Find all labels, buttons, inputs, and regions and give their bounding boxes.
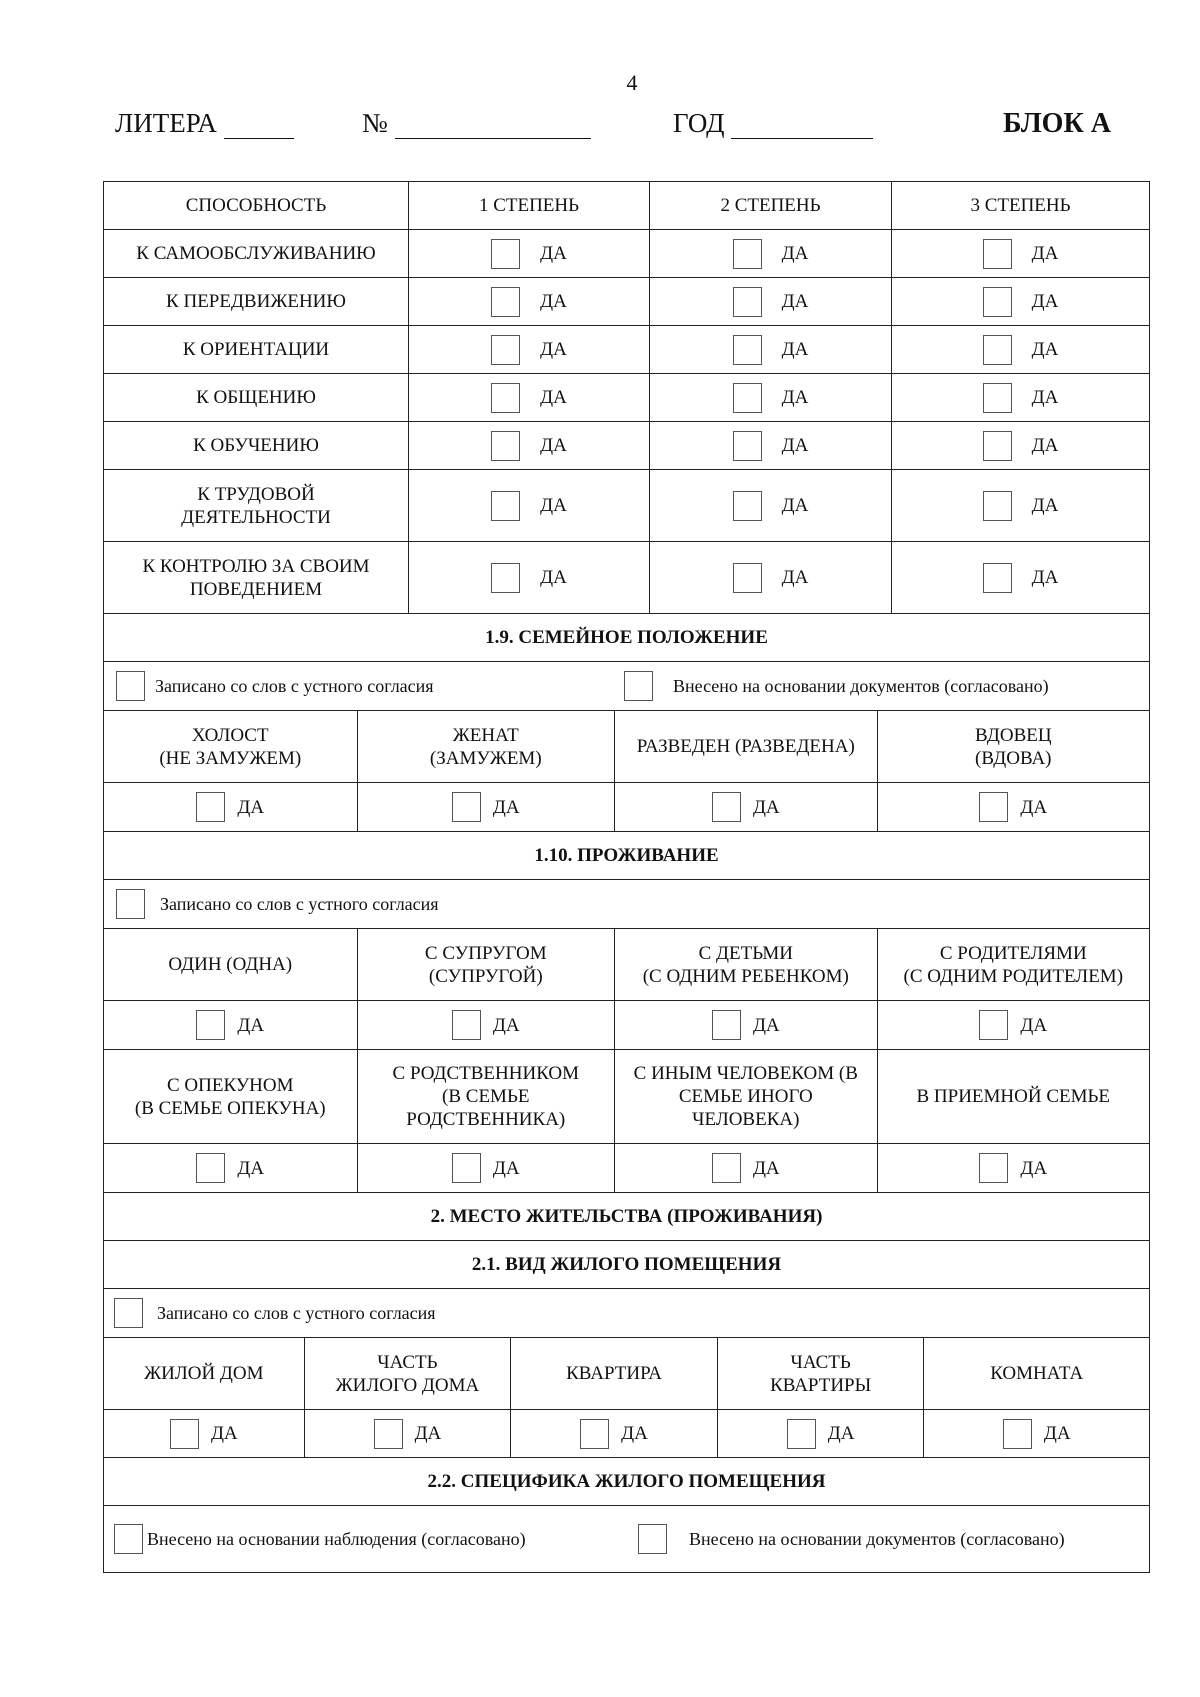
living-oral-checkbox[interactable] bbox=[116, 889, 145, 919]
ability-degree-1-checkbox[interactable] bbox=[491, 563, 520, 593]
year-field bbox=[673, 108, 873, 139]
ability-degree-3 bbox=[892, 230, 1149, 277]
ability-degree-3-option bbox=[983, 491, 1059, 521]
page-number: 4 bbox=[626, 70, 638, 95]
housing-type-note-row bbox=[103, 1289, 1150, 1338]
ability-degree-1 bbox=[409, 422, 650, 469]
family-option-line: ХОЛОСТ bbox=[191, 724, 269, 746]
ability-name-line: ДЕЯТЕЛЬНОСТИ bbox=[181, 506, 331, 528]
housing-type-yes-cell-checkbox[interactable] bbox=[787, 1419, 816, 1449]
housing-type-option-line: КВАРТИРЫ bbox=[770, 1374, 872, 1396]
living-yes-a-cell-checkbox[interactable] bbox=[712, 1010, 741, 1040]
residence-section-title: 2. МЕСТО ЖИТЕЛЬСТВА (ПРОЖИВАНИЯ) bbox=[430, 1206, 823, 1227]
ability-degree-2-checkbox[interactable] bbox=[733, 563, 762, 593]
living-yes-b-cell-option bbox=[979, 1153, 1047, 1183]
living-option-line: (С ОДНИМ РЕБЕНКОМ) bbox=[642, 965, 849, 987]
ability-degree-2-checkbox[interactable] bbox=[733, 287, 762, 317]
living-option bbox=[104, 929, 358, 1000]
ability-degree-1-yes-label: ДА bbox=[540, 435, 567, 456]
ability-degree-3-checkbox[interactable] bbox=[983, 491, 1012, 521]
housing-type-yes-cell-option bbox=[1003, 1419, 1071, 1449]
ability-degree-1-yes-label: ДА bbox=[540, 243, 567, 264]
living-option-line: СЕМЬЕ ИНОГО bbox=[678, 1086, 813, 1107]
housing-spec-section-title: 2.2. СПЕЦИФИКА ЖИЛОГО ПОМЕЩЕНИЯ bbox=[427, 1471, 826, 1492]
ability-degree-3-option bbox=[983, 431, 1059, 461]
living-yes-a-row bbox=[103, 1001, 1150, 1050]
family-options-row bbox=[103, 711, 1150, 783]
family-oral-checkbox[interactable] bbox=[116, 671, 145, 701]
ability-degree-1-option bbox=[491, 335, 567, 365]
ability-degree-1 bbox=[409, 278, 650, 325]
family-option bbox=[878, 711, 1149, 782]
family-yes-cell-checkbox[interactable] bbox=[196, 792, 225, 822]
year-label: ГОД bbox=[673, 108, 725, 138]
housing-type-section-title: 2.1. ВИД ЖИЛОГО ПОМЕЩЕНИЯ bbox=[471, 1254, 782, 1275]
ability-degree-2-option bbox=[733, 563, 809, 593]
ability-degree-3-yes-label: ДА bbox=[1031, 567, 1059, 588]
family-option-line: ЖЕНАТ bbox=[452, 724, 519, 746]
housing-type-yes-cell bbox=[924, 1410, 1149, 1457]
family-option bbox=[615, 711, 878, 782]
living-option-line: (С ОДНИМ РОДИТЕЛЕМ) bbox=[903, 965, 1124, 987]
family-yes-cell-option bbox=[196, 792, 264, 822]
family-note-docs bbox=[624, 671, 1049, 701]
ability-degree-2-checkbox[interactable] bbox=[733, 335, 762, 365]
housing-type-option bbox=[718, 1338, 925, 1409]
ability-degree-1-checkbox[interactable] bbox=[491, 335, 520, 365]
ability-degree-2-yes-label: ДА bbox=[781, 291, 809, 312]
ability-degree-2-option bbox=[733, 287, 809, 317]
housing-type-oral-checkbox[interactable] bbox=[114, 1298, 143, 1328]
number-label: № bbox=[362, 108, 388, 138]
ability-degree-1-yes-label: ДА bbox=[540, 567, 567, 588]
living-option bbox=[615, 1050, 878, 1143]
ability-degree-1-option bbox=[491, 431, 567, 461]
ability-name bbox=[104, 278, 409, 325]
ability-degree-2-yes-label: ДА bbox=[781, 339, 809, 360]
ability-degree-3-option bbox=[983, 239, 1059, 269]
living-option bbox=[878, 929, 1149, 1000]
housing-type-option bbox=[305, 1338, 512, 1409]
ability-degree-2-checkbox[interactable] bbox=[733, 431, 762, 461]
living-yes-b-cell-option bbox=[712, 1153, 780, 1183]
ability-degree-2-option bbox=[733, 335, 809, 365]
living-yes-a-cell bbox=[358, 1001, 616, 1049]
ability-row bbox=[103, 374, 1150, 422]
living-note-row bbox=[103, 880, 1150, 929]
housing-options-row bbox=[103, 1338, 1150, 1410]
living-yes-a-cell bbox=[104, 1001, 358, 1049]
ability-degree-1-checkbox[interactable] bbox=[491, 431, 520, 461]
family-option bbox=[104, 711, 358, 782]
living-option-line: С СУПРУГОМ bbox=[424, 942, 547, 964]
family-yes-cell-checkbox[interactable] bbox=[712, 792, 741, 822]
ability-degree-1-checkbox[interactable] bbox=[491, 491, 520, 521]
living-yes-b-cell-yes-label: ДА bbox=[492, 1157, 520, 1179]
ability-degree-3-yes-label: ДА bbox=[1031, 243, 1059, 264]
housing-type-option bbox=[104, 1338, 305, 1409]
housing-spec-docs-checkbox[interactable] bbox=[638, 1524, 667, 1554]
ability-degree-3-yes-label: ДА bbox=[1031, 435, 1059, 456]
ability-degree-3-checkbox[interactable] bbox=[983, 563, 1012, 593]
ability-name bbox=[104, 422, 409, 469]
family-yes-cell-yes-label: ДА bbox=[1020, 796, 1048, 818]
housing-type-yes-cell-option bbox=[374, 1419, 442, 1449]
ability-degree-3-checkbox[interactable] bbox=[983, 239, 1012, 269]
housing-spec-notes-row bbox=[103, 1506, 1150, 1573]
living-options-a-row bbox=[103, 929, 1150, 1001]
housing-type-option-line: КВАРТИРА bbox=[566, 1363, 662, 1384]
family-section-title: 1.9. СЕМЕЙНОЕ ПОЛОЖЕНИЕ bbox=[485, 627, 768, 648]
family-docs-checkbox[interactable] bbox=[624, 671, 653, 701]
ability-degree-1-yes-label: ДА bbox=[540, 495, 567, 516]
living-section-row bbox=[103, 832, 1150, 880]
living-yes-b-cell-checkbox[interactable] bbox=[979, 1153, 1008, 1183]
ability-degree-1-checkbox[interactable] bbox=[491, 287, 520, 317]
housing-type-yes-cell-checkbox[interactable] bbox=[374, 1419, 403, 1449]
living-options-b-row bbox=[103, 1050, 1150, 1144]
ability-degree-1-option bbox=[491, 239, 567, 269]
ability-degree-3-option bbox=[983, 563, 1059, 593]
housing-yes-row bbox=[103, 1410, 1150, 1458]
ability-name-line: К ПЕРЕДВИЖЕНИЮ bbox=[166, 291, 346, 312]
housing-type-yes-cell-yes-label: ДА bbox=[414, 1423, 442, 1444]
family-yes-cell bbox=[104, 783, 358, 831]
ability-row bbox=[103, 326, 1150, 374]
living-yes-a-cell-checkbox[interactable] bbox=[452, 1010, 481, 1040]
ability-degree-3 bbox=[892, 326, 1149, 373]
ability-degree-3-yes-label: ДА bbox=[1031, 291, 1059, 312]
living-option-line: В ПРИЕМНОЙ СЕМЬЕ bbox=[916, 1086, 1111, 1107]
abilities-header-degree-2: 2 СТЕПЕНЬ bbox=[650, 182, 892, 229]
housing-type-option-line: КОМНАТА bbox=[990, 1363, 1084, 1384]
living-option-line: С РОДИТЕЛЯМИ bbox=[939, 942, 1087, 964]
living-option-line: (СУПРУГОЙ) bbox=[428, 965, 543, 987]
living-yes-b-cell bbox=[615, 1144, 878, 1192]
family-yes-cell bbox=[878, 783, 1149, 831]
housing-spec-docs-label: Внесено на основании документов (согласовано) bbox=[689, 1528, 1065, 1549]
living-option-line: ЧЕЛОВЕКА) bbox=[692, 1109, 800, 1130]
year-input-line[interactable] bbox=[731, 114, 873, 139]
ability-row bbox=[103, 542, 1150, 614]
housing-spec-note-observation bbox=[114, 1524, 638, 1554]
ability-degree-2 bbox=[650, 326, 892, 373]
living-note-oral bbox=[116, 889, 439, 919]
living-option-line: (В СЕМЬЕ bbox=[442, 1086, 530, 1107]
ability-degree-3-checkbox[interactable] bbox=[983, 383, 1012, 413]
living-option bbox=[358, 929, 616, 1000]
ability-name bbox=[104, 374, 409, 421]
living-option bbox=[615, 929, 878, 1000]
ability-degree-1-yes-label: ДА bbox=[540, 339, 567, 360]
family-note-oral bbox=[116, 671, 624, 701]
living-yes-a-cell bbox=[878, 1001, 1149, 1049]
housing-type-section-row bbox=[103, 1241, 1150, 1289]
living-yes-b-cell-option bbox=[196, 1153, 264, 1183]
ability-degree-2-checkbox[interactable] bbox=[733, 491, 762, 521]
housing-type-option-line: ЧАСТЬ bbox=[790, 1351, 851, 1373]
housing-spec-observation-label: Внесено на основании наблюдения (согласовано) bbox=[147, 1528, 526, 1549]
living-option-line: РОДСТВЕННИКА) bbox=[406, 1109, 566, 1130]
litera-field bbox=[115, 108, 294, 139]
living-yes-b-cell-checkbox[interactable] bbox=[712, 1153, 741, 1183]
ability-degree-2 bbox=[650, 278, 892, 325]
housing-type-yes-cell-option bbox=[580, 1419, 648, 1449]
ability-degree-2 bbox=[650, 374, 892, 421]
ability-name bbox=[104, 326, 409, 373]
housing-spec-note-docs bbox=[638, 1524, 1065, 1554]
ability-degree-3-checkbox[interactable] bbox=[983, 431, 1012, 461]
housing-type-yes-cell-yes-label: ДА bbox=[210, 1423, 238, 1444]
ability-degree-3 bbox=[892, 278, 1149, 325]
ability-degree-2 bbox=[650, 230, 892, 277]
family-oral-label: Записано со слов с устного согласия bbox=[155, 675, 434, 696]
family-option-line: (ВДОВА) bbox=[975, 747, 1052, 769]
living-yes-a-cell-yes-label: ДА bbox=[492, 1014, 520, 1036]
abilities-header-degree-1: 1 СТЕПЕНЬ bbox=[409, 182, 650, 229]
litera-label: ЛИТЕРА bbox=[115, 108, 217, 138]
living-yes-a-cell-yes-label: ДА bbox=[752, 1014, 780, 1036]
ability-name bbox=[104, 542, 409, 613]
housing-type-option-line: ЖИЛОГО ДОМА bbox=[335, 1374, 480, 1396]
abilities-rows bbox=[103, 230, 1150, 614]
ability-degree-2-yes-label: ДА bbox=[781, 495, 809, 516]
ability-degree-1 bbox=[409, 230, 650, 277]
ability-name-line: К ОБЩЕНИЮ bbox=[196, 387, 316, 408]
family-section-row bbox=[103, 614, 1150, 662]
block-label: БЛОК А bbox=[1003, 108, 1111, 139]
ability-degree-1-checkbox[interactable] bbox=[491, 383, 520, 413]
ability-degree-1 bbox=[409, 326, 650, 373]
ability-degree-2-yes-label: ДА bbox=[781, 387, 809, 408]
ability-degree-1 bbox=[409, 374, 650, 421]
ability-name-line: К КОНТРОЛЮ ЗА СВОИМ bbox=[142, 555, 370, 577]
living-yes-a-cell-checkbox[interactable] bbox=[196, 1010, 225, 1040]
housing-type-yes-cell bbox=[511, 1410, 718, 1457]
housing-type-yes-cell bbox=[718, 1410, 925, 1457]
housing-type-option-line: ЖИЛОЙ ДОМ bbox=[144, 1363, 264, 1384]
number-field bbox=[362, 108, 591, 139]
family-notes-row bbox=[103, 662, 1150, 711]
housing-type-option bbox=[511, 1338, 718, 1409]
living-yes-a-cell-yes-label: ДА bbox=[237, 1014, 265, 1036]
housing-type-yes-cell-option bbox=[170, 1419, 238, 1449]
form-table bbox=[103, 181, 1150, 1573]
ability-degree-1-option bbox=[491, 491, 567, 521]
abilities-header-degree-3: 3 СТЕПЕНЬ bbox=[970, 195, 1071, 216]
living-option-line: С ОПЕКУНОМ bbox=[166, 1074, 294, 1096]
family-yes-cell-yes-label: ДА bbox=[752, 796, 780, 818]
ability-degree-2-option bbox=[733, 431, 809, 461]
ability-degree-3 bbox=[892, 470, 1149, 541]
living-option-line: ОДИН (ОДНА) bbox=[168, 954, 293, 975]
family-option-line: ВДОВЕЦ bbox=[974, 724, 1052, 746]
ability-degree-2-yes-label: ДА bbox=[781, 435, 809, 456]
ability-degree-3 bbox=[892, 422, 1149, 469]
living-yes-b-cell bbox=[358, 1144, 616, 1192]
living-option bbox=[358, 1050, 616, 1143]
ability-degree-3-yes-label: ДА bbox=[1031, 339, 1059, 360]
housing-type-oral-label: Записано со слов с устного согласия bbox=[157, 1302, 436, 1323]
number-input-line[interactable] bbox=[395, 114, 591, 139]
housing-type-option-line: ЧАСТЬ bbox=[377, 1351, 438, 1373]
living-yes-b-cell-yes-label: ДА bbox=[237, 1157, 265, 1179]
litera-input-line[interactable] bbox=[224, 114, 294, 139]
family-docs-label: Внесено на основании документов (согласовано) bbox=[673, 675, 1049, 696]
ability-name bbox=[104, 470, 409, 541]
living-yes-a-cell-option bbox=[979, 1010, 1047, 1040]
housing-spec-section-row bbox=[103, 1458, 1150, 1506]
ability-name bbox=[104, 230, 409, 277]
living-oral-label: Записано со слов с устного согласия bbox=[160, 893, 439, 914]
family-yes-cell-option bbox=[452, 792, 520, 822]
living-yes-b-row bbox=[103, 1144, 1150, 1193]
family-yes-cell-yes-label: ДА bbox=[237, 796, 265, 818]
ability-degree-2-yes-label: ДА bbox=[781, 567, 809, 588]
living-section-title: 1.10. ПРОЖИВАНИЕ bbox=[534, 845, 719, 866]
ability-degree-3-checkbox[interactable] bbox=[983, 287, 1012, 317]
ability-degree-3-yes-label: ДА bbox=[1031, 495, 1059, 516]
living-option-line: С РОДСТВЕННИКОМ bbox=[392, 1063, 580, 1084]
ability-degree-2-option bbox=[733, 491, 809, 521]
housing-type-yes-cell bbox=[104, 1410, 305, 1457]
ability-row bbox=[103, 230, 1150, 278]
living-yes-b-cell-yes-label: ДА bbox=[1020, 1157, 1048, 1179]
housing-type-note-oral bbox=[114, 1298, 436, 1328]
ability-degree-2 bbox=[650, 470, 892, 541]
family-yes-cell-option bbox=[712, 792, 780, 822]
ability-degree-2-option bbox=[733, 239, 809, 269]
living-yes-a-cell-option bbox=[452, 1010, 520, 1040]
residence-section-row bbox=[103, 1193, 1150, 1241]
family-yes-cell-checkbox[interactable] bbox=[979, 792, 1008, 822]
housing-type-yes-cell bbox=[305, 1410, 512, 1457]
living-yes-b-cell-checkbox[interactable] bbox=[452, 1153, 481, 1183]
ability-degree-1-option bbox=[491, 563, 567, 593]
ability-degree-2-checkbox[interactable] bbox=[733, 383, 762, 413]
ability-degree-2 bbox=[650, 422, 892, 469]
ability-degree-1-checkbox[interactable] bbox=[491, 239, 520, 269]
living-option bbox=[104, 1050, 358, 1143]
family-option-line: РАЗВЕДЕН (РАЗВЕДЕНА) bbox=[636, 736, 855, 757]
ability-degree-2-checkbox[interactable] bbox=[733, 239, 762, 269]
ability-row bbox=[103, 470, 1150, 542]
family-option-line: (ЗАМУЖЕМ) bbox=[429, 747, 542, 769]
living-yes-a-cell-option bbox=[712, 1010, 780, 1040]
living-option-line: С ДЕТЬМИ bbox=[698, 942, 793, 964]
ability-row bbox=[103, 422, 1150, 470]
ability-row bbox=[103, 278, 1150, 326]
ability-degree-2-option bbox=[733, 383, 809, 413]
family-yes-row bbox=[103, 783, 1150, 832]
family-option-line: (НЕ ЗАМУЖЕМ) bbox=[159, 747, 302, 769]
family-yes-cell-checkbox[interactable] bbox=[452, 792, 481, 822]
abilities-header-row bbox=[103, 181, 1150, 230]
housing-type-yes-cell-option bbox=[787, 1419, 855, 1449]
ability-degree-3 bbox=[892, 374, 1149, 421]
family-yes-cell-option bbox=[979, 792, 1047, 822]
housing-type-option bbox=[924, 1338, 1149, 1409]
living-yes-a-cell-yes-label: ДА bbox=[1020, 1014, 1048, 1036]
ability-degree-1-yes-label: ДА bbox=[540, 291, 567, 312]
family-yes-cell bbox=[615, 783, 878, 831]
family-yes-cell-yes-label: ДА bbox=[492, 796, 520, 818]
ability-degree-3 bbox=[892, 542, 1149, 613]
living-yes-a-cell-checkbox[interactable] bbox=[979, 1010, 1008, 1040]
living-yes-a-cell bbox=[615, 1001, 878, 1049]
family-option bbox=[358, 711, 616, 782]
ability-name-line: К ТРУДОВОЙ bbox=[197, 483, 315, 505]
ability-name-line: ПОВЕДЕНИЕМ bbox=[189, 578, 323, 600]
housing-type-yes-cell-checkbox[interactable] bbox=[170, 1419, 199, 1449]
living-option-line: (В СЕМЬЕ ОПЕКУНА) bbox=[134, 1097, 326, 1119]
living-yes-b-cell bbox=[104, 1144, 358, 1192]
living-option-line: С ИНЫМ ЧЕЛОВЕКОМ (В bbox=[633, 1063, 858, 1084]
ability-name-line: К ОБУЧЕНИЮ bbox=[193, 435, 319, 456]
ability-degree-1-option bbox=[491, 287, 567, 317]
housing-type-yes-cell-yes-label: ДА bbox=[1043, 1423, 1071, 1444]
housing-spec-observation-checkbox[interactable] bbox=[114, 1524, 143, 1554]
ability-name-line: К САМООБСЛУЖИВАНИЮ bbox=[136, 243, 376, 264]
living-yes-b-cell-checkbox[interactable] bbox=[196, 1153, 225, 1183]
living-yes-a-cell-option bbox=[196, 1010, 264, 1040]
living-yes-b-cell-yes-label: ДА bbox=[752, 1157, 780, 1179]
ability-degree-3-yes-label: ДА bbox=[1031, 387, 1059, 408]
ability-degree-1-yes-label: ДА bbox=[540, 387, 567, 408]
ability-name-line: К ОРИЕНТАЦИИ bbox=[182, 339, 330, 360]
ability-degree-3-option bbox=[983, 287, 1059, 317]
living-yes-b-cell-option bbox=[452, 1153, 520, 1183]
living-option bbox=[878, 1050, 1149, 1143]
housing-type-yes-cell-checkbox[interactable] bbox=[1003, 1419, 1032, 1449]
housing-type-yes-cell-yes-label: ДА bbox=[827, 1423, 855, 1444]
ability-degree-1 bbox=[409, 470, 650, 541]
ability-degree-3-option bbox=[983, 335, 1059, 365]
ability-degree-1 bbox=[409, 542, 650, 613]
ability-degree-2 bbox=[650, 542, 892, 613]
ability-degree-3-option bbox=[983, 383, 1059, 413]
ability-degree-3-checkbox[interactable] bbox=[983, 335, 1012, 365]
living-yes-b-cell bbox=[878, 1144, 1149, 1192]
ability-degree-2-yes-label: ДА bbox=[781, 243, 809, 264]
housing-type-yes-cell-yes-label: ДА bbox=[621, 1423, 648, 1444]
abilities-header-ability: СПОСОБНОСТЬ bbox=[104, 182, 409, 229]
ability-degree-1-option bbox=[491, 383, 567, 413]
family-yes-cell bbox=[358, 783, 616, 831]
housing-type-yes-cell-checkbox[interactable] bbox=[580, 1419, 609, 1449]
